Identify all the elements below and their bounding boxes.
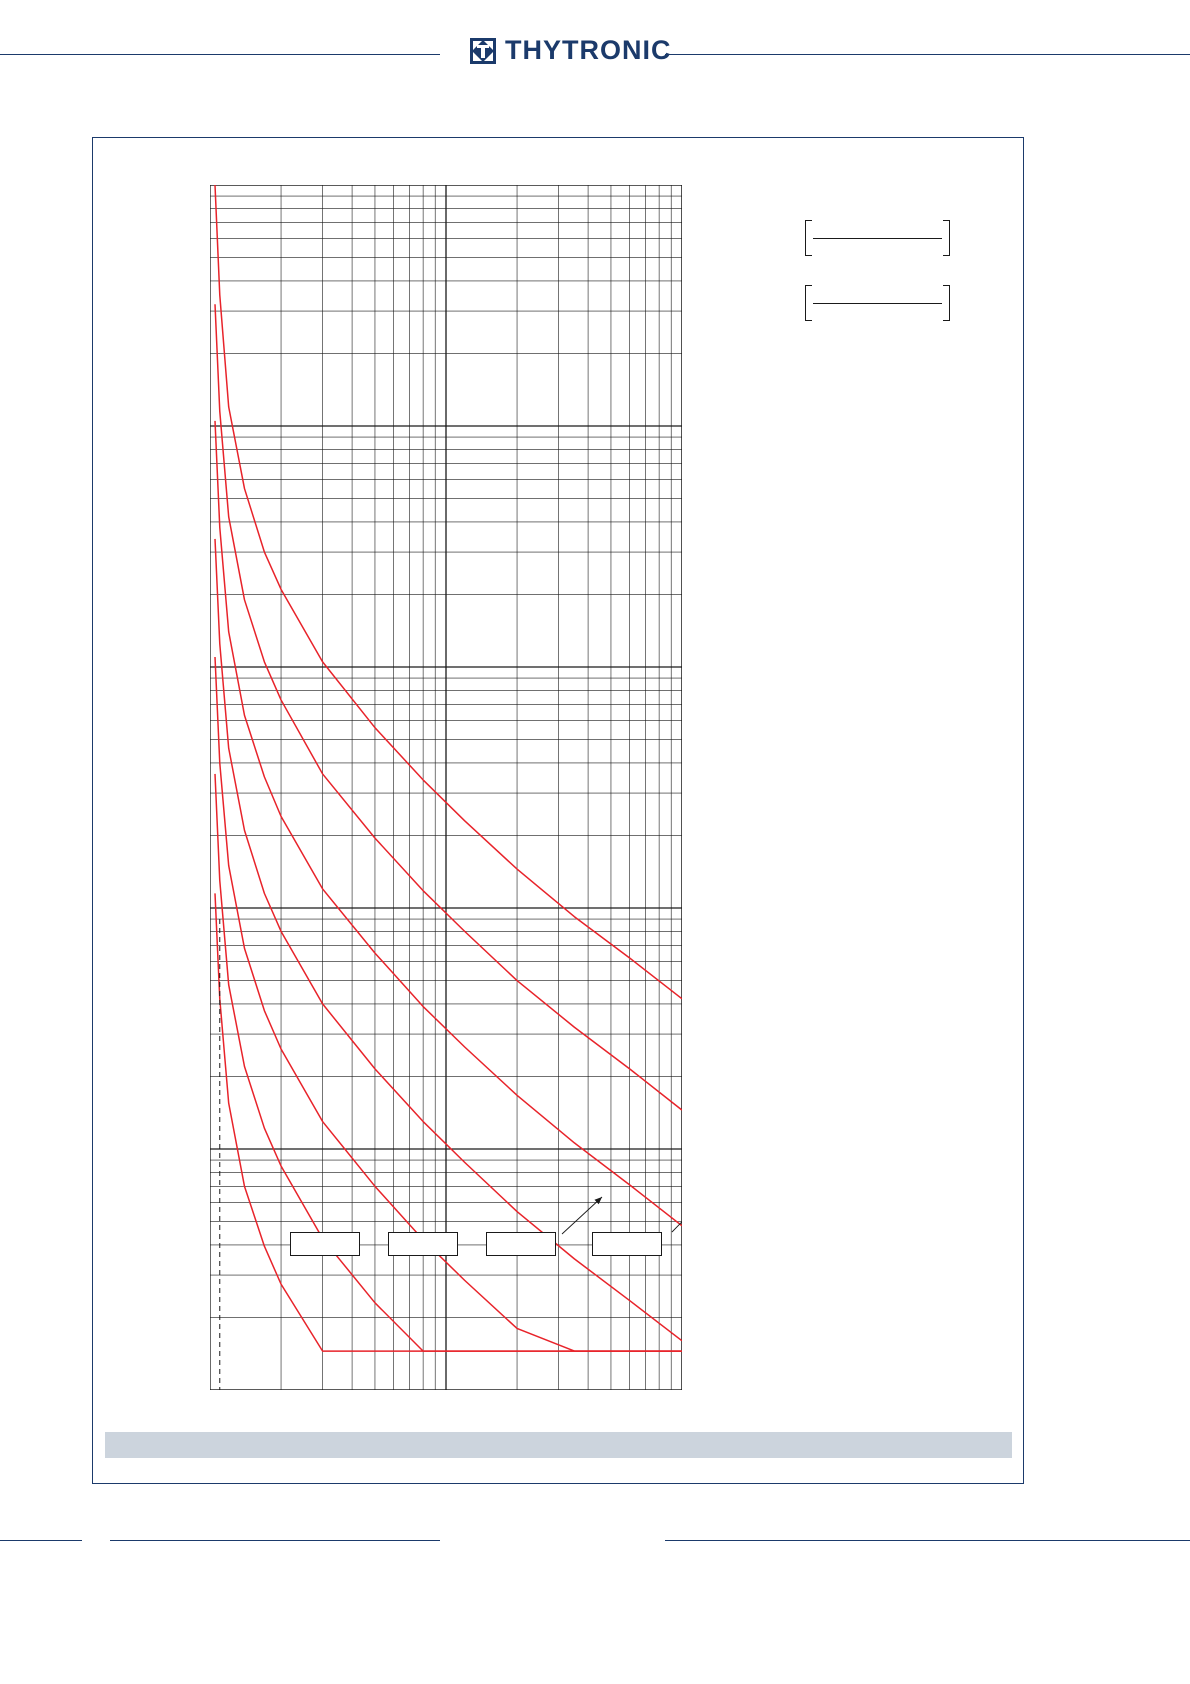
bracket-cap	[943, 220, 950, 221]
brand	[470, 37, 672, 64]
legend-bracket-2	[805, 285, 950, 321]
bracket-cap	[943, 255, 950, 256]
bracket-cap	[805, 255, 812, 256]
bracket-cap	[805, 320, 812, 321]
time-current-curve-chart	[210, 185, 682, 1390]
footer-band	[105, 1432, 1012, 1458]
chart-legend	[805, 215, 955, 330]
footer-rule-3	[665, 1540, 1190, 1541]
header-rule-right	[665, 54, 1190, 55]
bracket-edge-right	[949, 285, 950, 321]
footer-rule-2	[110, 1540, 440, 1541]
chart-curves	[215, 185, 682, 1351]
bracket-edge-right	[949, 220, 950, 256]
header-rule-left	[0, 54, 440, 55]
bracket-rule	[813, 238, 942, 239]
brand-name: THYTRONIC	[505, 35, 672, 65]
bracket-edge-left	[805, 220, 806, 256]
curve-curve-3	[215, 421, 682, 1226]
curve-curve-2	[215, 304, 682, 1110]
callout-box-4	[592, 1232, 662, 1256]
thytronic-logo-icon	[470, 38, 496, 64]
curve-curve-1	[215, 185, 682, 999]
page-header	[0, 0, 1190, 100]
chart-grid	[210, 185, 682, 1390]
callout-box-3	[486, 1232, 556, 1256]
bracket-rule	[813, 303, 942, 304]
legend-bracket-1	[805, 220, 950, 256]
bracket-cap	[805, 220, 812, 221]
bracket-edge-left	[805, 285, 806, 321]
chart-canvas	[210, 185, 682, 1390]
callout-box-2	[388, 1232, 458, 1256]
bracket-cap	[943, 285, 950, 286]
curve-curve-7	[215, 893, 682, 1351]
callout-box-1	[290, 1232, 360, 1256]
curve-curve-4	[215, 539, 682, 1341]
bracket-cap	[805, 285, 812, 286]
bracket-cap	[943, 320, 950, 321]
footer-rule-1	[0, 1540, 82, 1541]
